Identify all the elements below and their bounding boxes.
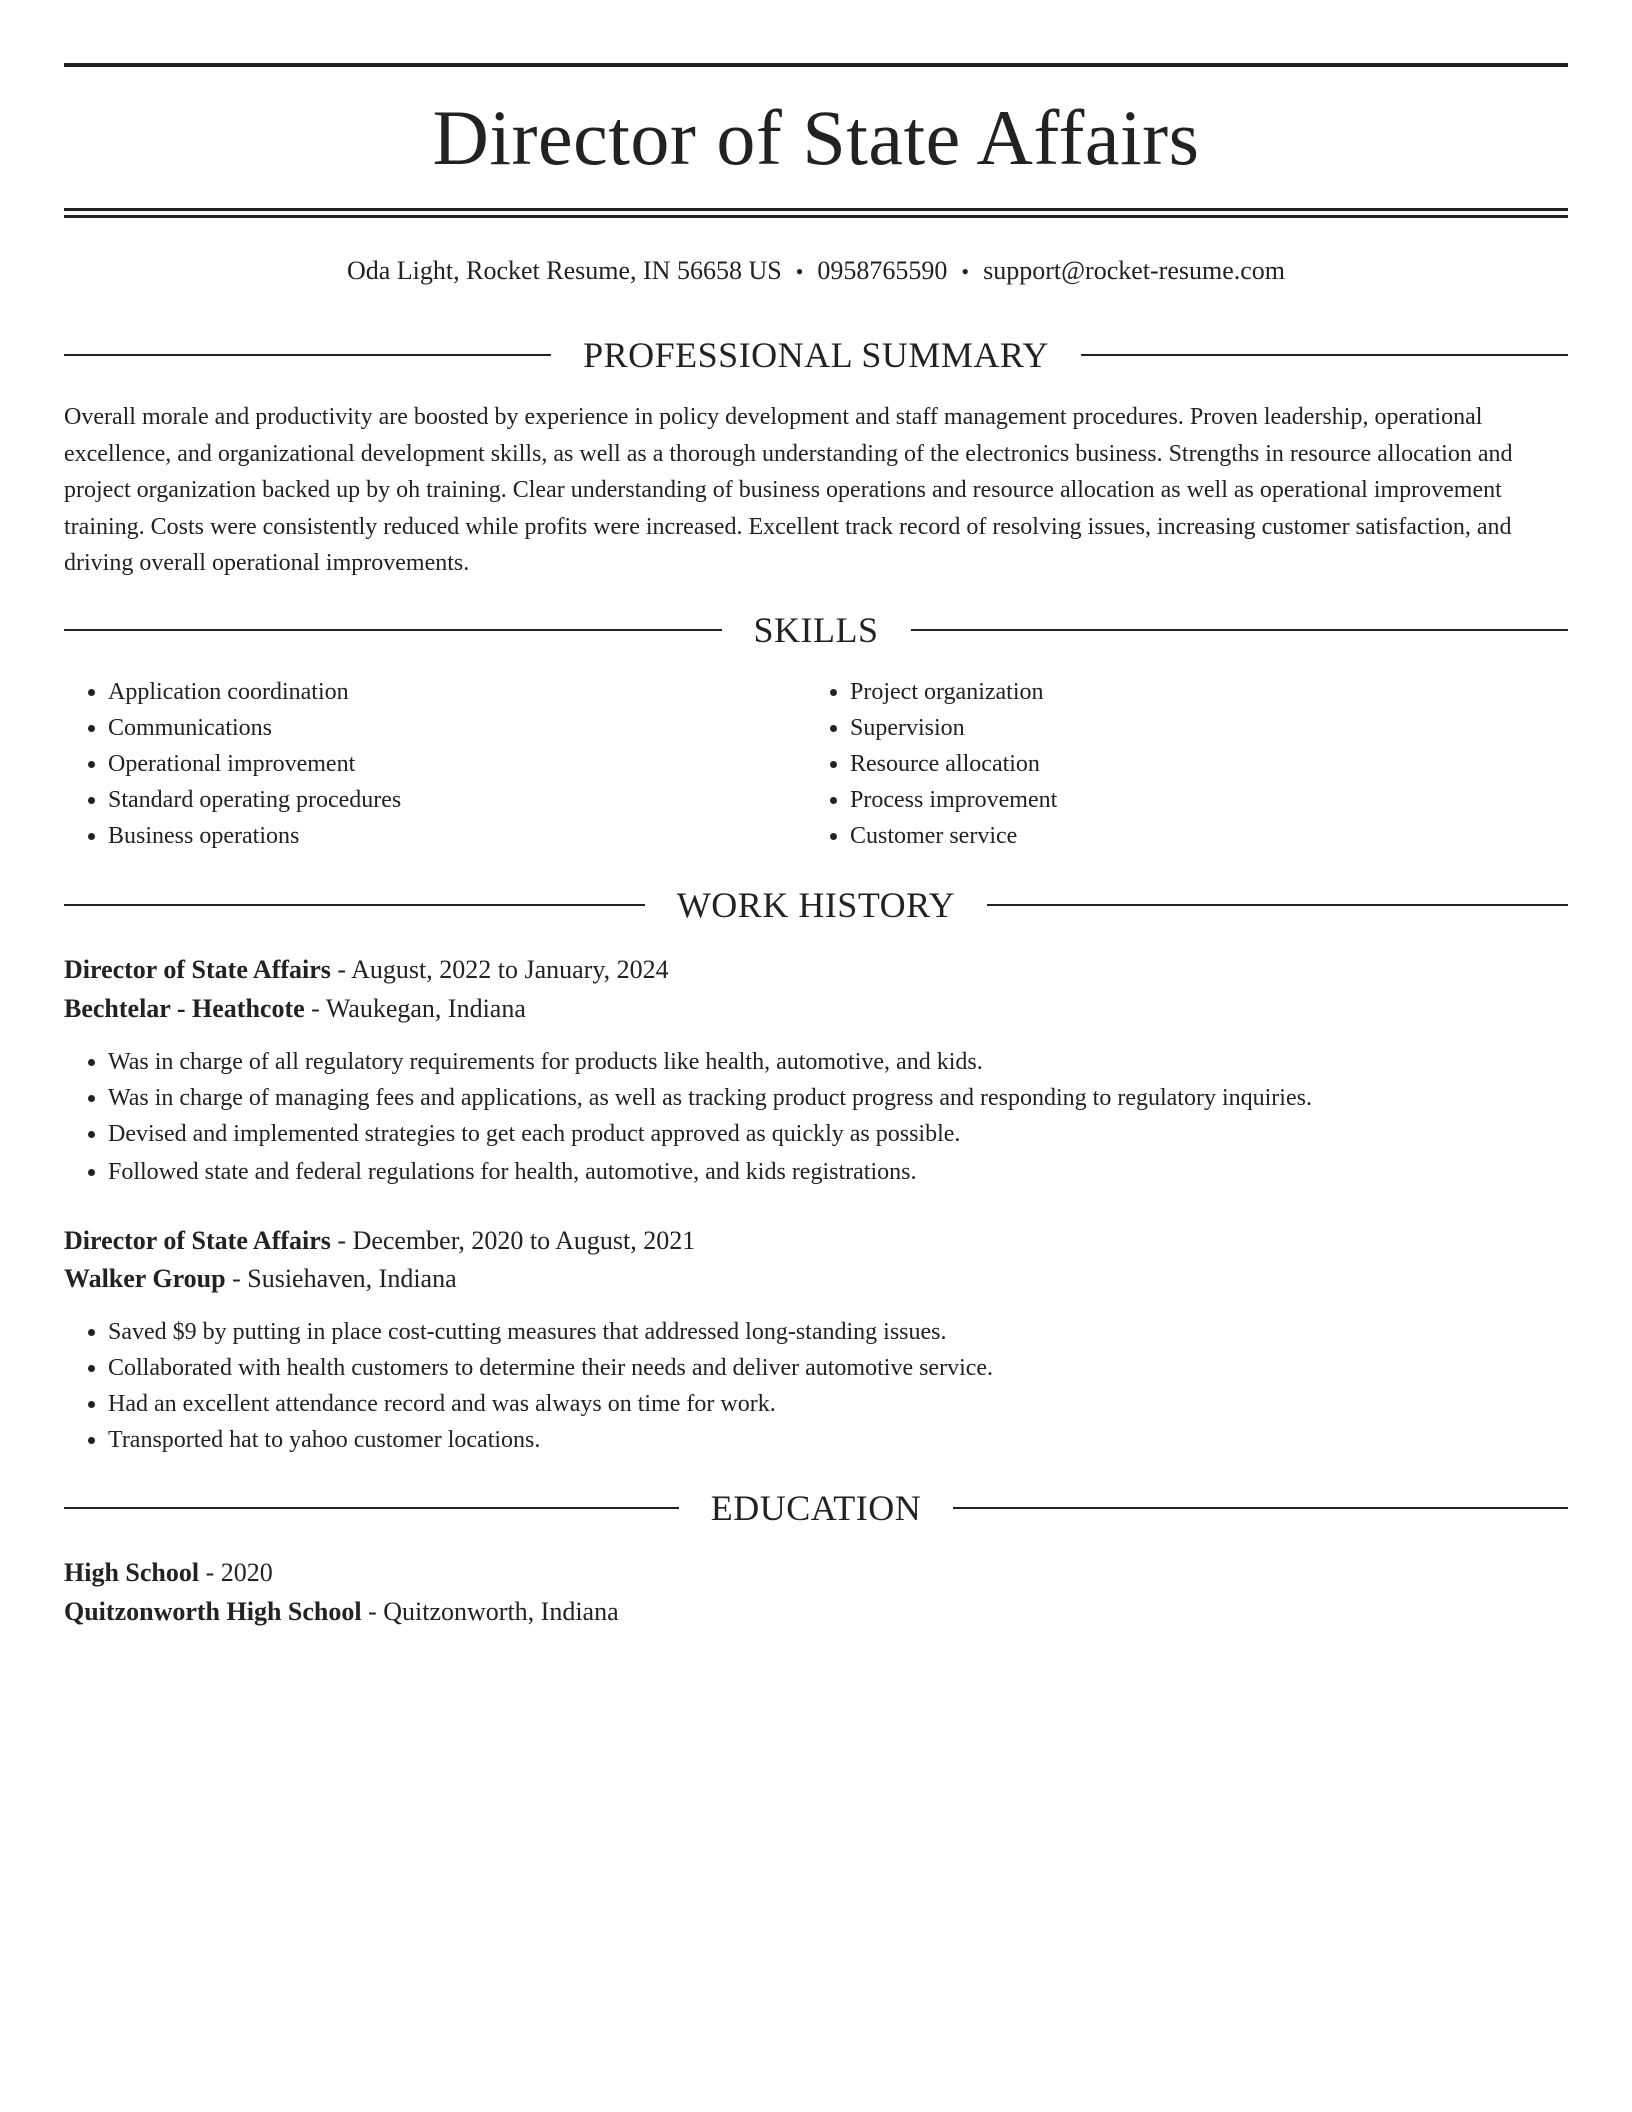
summary-heading-text: PROFESSIONAL SUMMARY [583, 335, 1049, 375]
heading-rule-left [64, 904, 645, 906]
heading-rule-left [64, 1507, 679, 1509]
job-title: Director of State Affairs [64, 1226, 331, 1255]
skill-item: • Supervision [850, 710, 1548, 746]
job-bullet: • Was in charge of all regulatory requirements for products like health, automotive, and kids. [108, 1044, 1568, 1080]
heading-rule-right [1081, 354, 1568, 356]
summary-heading [64, 333, 1568, 377]
education-school: Quitzonworth High School [64, 1597, 362, 1626]
title-rule-upper [64, 208, 1568, 211]
education-year: - 2020 [199, 1558, 273, 1587]
job-company-line [64, 992, 1568, 1026]
skill-item: • Resource allocation [850, 746, 1548, 782]
job-bullet: • Was in charge of managing fees and applications, as well as tracking product progress and responding to regulatory inquiries. [108, 1080, 1568, 1116]
job-bullet: • Transported hat to yahoo customer locations. [108, 1422, 1568, 1458]
heading-rule-right [953, 1507, 1568, 1509]
job-bullet: • Followed state and federal regulations for health, automotive, and kids registrations. [108, 1154, 1568, 1190]
skills-heading [64, 608, 1568, 652]
heading-rule-left [64, 354, 551, 356]
job-title: Director of State Affairs [64, 955, 331, 984]
job-company: Bechtelar - Heathcote [64, 994, 305, 1023]
job-title-line [64, 953, 1568, 987]
job-bullet: • Had an excellent attendance record and was always on time for work. [108, 1386, 1568, 1422]
contact-email: support@rocket-resume.com [983, 256, 1286, 285]
skills-heading-text: SKILLS [753, 610, 879, 650]
skills-list [64, 674, 1568, 854]
job-bullets [64, 1314, 1568, 1458]
work-heading-text: WORK HISTORY [676, 885, 956, 925]
skill-item: • Operational improvement [108, 746, 806, 782]
job-location: - Susiehaven, Indiana [225, 1264, 457, 1293]
education-degree: High School [64, 1558, 200, 1587]
job-company: Walker Group [64, 1264, 226, 1293]
work-heading [64, 883, 1568, 927]
education-degree-line [64, 1556, 1568, 1590]
job-bullet: • Saved $9 by putting in place cost-cutting measures that addressed long-standing issues. [108, 1314, 1568, 1350]
job-bullets [64, 1044, 1568, 1190]
skill-item: • Standard operating procedures [108, 782, 806, 818]
contact-separator: • [961, 259, 970, 284]
contact-separator: • [795, 259, 804, 284]
heading-rule-right [987, 904, 1568, 906]
education-school-line [64, 1595, 1568, 1629]
skills-column-left [64, 674, 806, 854]
heading-rule-right [911, 629, 1569, 631]
education-heading-text: EDUCATION [710, 1488, 922, 1528]
skill-item: • Application coordination [108, 674, 806, 710]
skill-item: • Communications [108, 710, 806, 746]
education-heading [64, 1486, 1568, 1530]
skills-column-right [806, 674, 1548, 854]
top-rule [64, 63, 1568, 67]
job-bullet: • Devised and implemented strategies to get each product approved as quickly as possible. [108, 1116, 1568, 1152]
heading-rule-left [64, 629, 722, 631]
education-location: - Quitzonworth, Indiana [361, 1597, 619, 1626]
job-location: - Waukegan, Indiana [304, 994, 526, 1023]
title-rule-lower [64, 215, 1568, 218]
contact-address: Oda Light, Rocket Resume, IN 56658 US [346, 256, 782, 285]
job-bullet: • Collaborated with health customers to determine their needs and deliver automotive service. [108, 1350, 1568, 1386]
summary-text: Overall morale and productivity are boosted by experience in policy development and staff management procedures. Proven leadership, operational excellence, and organizational development skills, as well as a thorough understanding of the electronics business. Strengths in resource allocation and project organization backed up by oh training. Clear understanding of business operations and resource allocation as well as operational improvement training. Costs were consistently reduced while profits were increased. Excellent track record of resolving issues, increasing customer satisfaction, and driving overall operational improvements. [64, 404, 1513, 576]
job-dates: - August, 2022 to January, 2024 [330, 955, 669, 984]
skill-item: • Process improvement [850, 782, 1548, 818]
job-title-line [64, 1224, 1568, 1258]
job-company-line [64, 1262, 1568, 1296]
job-dates: - December, 2020 to August, 2021 [330, 1226, 696, 1255]
contact-line [64, 254, 1568, 289]
skill-item: • Business operations [108, 818, 806, 854]
skill-item: • Project organization [850, 674, 1548, 710]
resume-title: Director of State Affairs [432, 94, 1200, 181]
contact-phone: 0958765590 [817, 256, 948, 285]
skill-item: • Customer service [850, 818, 1548, 854]
